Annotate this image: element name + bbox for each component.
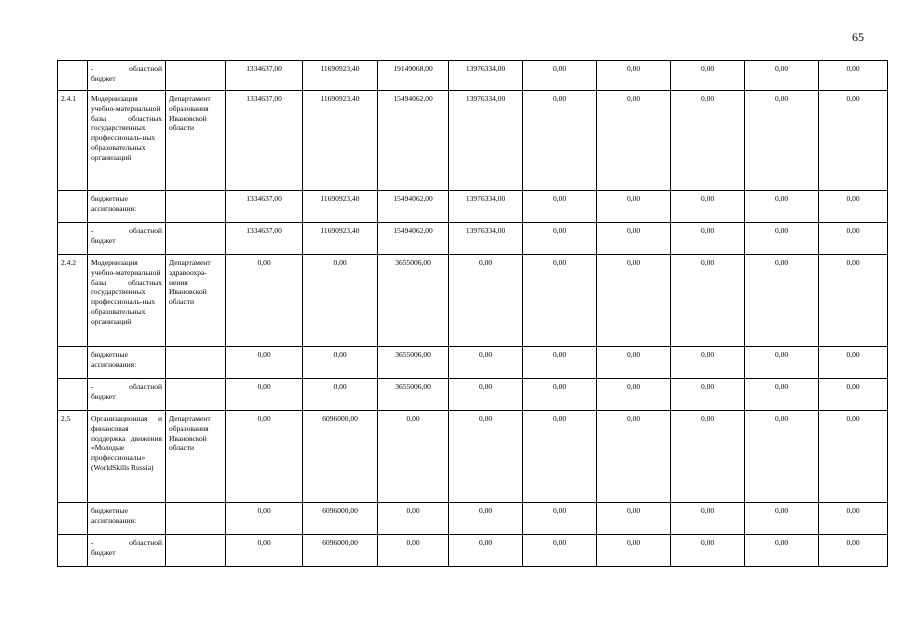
- row-name-cell: Организационная и финансовая поддержка движения «Молодые профессионалы» (WorldSkills Russia): [88, 411, 166, 503]
- value-cell: 0,00: [745, 191, 819, 223]
- value-cell: 0,00: [671, 535, 745, 567]
- budget-word-label: бюджет: [91, 73, 116, 83]
- value-cell: 0,00: [745, 535, 819, 567]
- value-cell: 13976334,00: [449, 191, 523, 223]
- value-cell: 0,00: [449, 503, 523, 535]
- dash-label: -: [91, 538, 94, 547]
- table-row: [58, 535, 888, 567]
- row-executor-cell: Департамент образования Ивановской области: [166, 411, 226, 503]
- value-cell: 0,00: [523, 91, 597, 191]
- value-cell: 0,00: [819, 61, 888, 91]
- value-cell: 13976334,00: [449, 61, 523, 91]
- value-cell: 0,00: [745, 347, 819, 379]
- value-cell: 0,00: [226, 255, 303, 347]
- value-cell: 0,00: [671, 61, 745, 91]
- value-cell: 0,00: [523, 503, 597, 535]
- value-cell: 15494062,00: [378, 91, 449, 191]
- budget-table: [57, 60, 888, 567]
- value-cell: 3655006,00: [378, 379, 449, 411]
- row-code-cell: 2.4.1: [58, 91, 88, 191]
- value-cell: 6096000,00: [303, 503, 378, 535]
- row-code-cell: [58, 191, 88, 223]
- value-cell: 0,00: [745, 379, 819, 411]
- value-cell: 0,00: [745, 503, 819, 535]
- regional-label: областной: [129, 382, 162, 391]
- dash-label: -: [91, 226, 94, 235]
- value-cell: 0,00: [523, 61, 597, 91]
- row-name-cell: [88, 61, 166, 91]
- value-cell: 0,00: [671, 347, 745, 379]
- value-cell: 0,00: [745, 91, 819, 191]
- table-row: [58, 191, 888, 223]
- row-executor-cell: [166, 535, 226, 567]
- value-cell: 0,00: [449, 411, 523, 503]
- value-cell: 0,00: [745, 411, 819, 503]
- row-name-cell: бюджетные ассигнования:: [88, 347, 166, 379]
- value-cell: 11690923,40: [303, 223, 378, 255]
- row-code-cell: [58, 379, 88, 411]
- table-row: [58, 91, 888, 191]
- value-cell: 0,00: [597, 91, 671, 191]
- value-cell: 0,00: [597, 223, 671, 255]
- value-cell: 0,00: [671, 379, 745, 411]
- value-cell: 0,00: [819, 191, 888, 223]
- value-cell: 0,00: [449, 379, 523, 411]
- value-cell: 0,00: [597, 61, 671, 91]
- row-executor-cell: [166, 61, 226, 91]
- budget-word-label: бюджет: [91, 547, 116, 557]
- table-row: [58, 223, 888, 255]
- row-code-cell: [58, 223, 88, 255]
- value-cell: 0,00: [819, 223, 888, 255]
- value-cell: 0,00: [745, 255, 819, 347]
- value-cell: 0,00: [819, 255, 888, 347]
- value-cell: 0,00: [449, 535, 523, 567]
- page-number: 65: [852, 30, 864, 44]
- value-cell: 0,00: [226, 379, 303, 411]
- value-cell: 0,00: [745, 61, 819, 91]
- budget-word-label: бюджет: [91, 235, 116, 245]
- table-row: [58, 503, 888, 535]
- value-cell: 0,00: [523, 223, 597, 255]
- value-cell: 0,00: [226, 503, 303, 535]
- value-cell: 0,00: [449, 255, 523, 347]
- table-row: [58, 61, 888, 91]
- value-cell: 0,00: [671, 411, 745, 503]
- row-name-cell: Модернизация учебно-материальной базы областных государственных профессиональ-ных образовательных организаций: [88, 255, 166, 347]
- table-row: [58, 411, 888, 503]
- value-cell: 0,00: [819, 91, 888, 191]
- row-name-cell: бюджетные ассигнования:: [88, 503, 166, 535]
- value-cell: 0,00: [745, 223, 819, 255]
- value-cell: 0,00: [226, 535, 303, 567]
- table-body: [58, 61, 888, 567]
- value-cell: 0,00: [671, 91, 745, 191]
- value-cell: 0,00: [819, 379, 888, 411]
- regional-label: областной: [129, 538, 162, 547]
- value-cell: 11690923,40: [303, 61, 378, 91]
- row-code-cell: 2.5: [58, 411, 88, 503]
- value-cell: 11690923,40: [303, 91, 378, 191]
- value-cell: 0,00: [523, 255, 597, 347]
- value-cell: 0,00: [819, 503, 888, 535]
- value-cell: 3655006,00: [378, 347, 449, 379]
- value-cell: 0,00: [303, 255, 378, 347]
- value-cell: 13976334,00: [449, 91, 523, 191]
- value-cell: 0,00: [523, 347, 597, 379]
- row-executor-cell: [166, 503, 226, 535]
- value-cell: 0,00: [597, 535, 671, 567]
- value-cell: 1334637,00: [226, 191, 303, 223]
- value-cell: 0,00: [378, 535, 449, 567]
- row-code-cell: [58, 61, 88, 91]
- row-code-cell: [58, 535, 88, 567]
- value-cell: 0,00: [449, 347, 523, 379]
- value-cell: 15494062,00: [378, 191, 449, 223]
- value-cell: 0,00: [226, 347, 303, 379]
- value-cell: 11690923,40: [303, 191, 378, 223]
- row-executor-cell: [166, 191, 226, 223]
- row-code-cell: [58, 347, 88, 379]
- table-row: [58, 255, 888, 347]
- row-executor-cell: Департамент образования Ивановской области: [166, 91, 226, 191]
- value-cell: 1334637,00: [226, 223, 303, 255]
- value-cell: 0,00: [597, 191, 671, 223]
- value-cell: 1334637,00: [226, 91, 303, 191]
- value-cell: 15494062,00: [378, 223, 449, 255]
- row-name-cell: Модернизация учебно-материальной базы областных государственных профессиональ-ных образовательных организаций: [88, 91, 166, 191]
- row-executor-cell: [166, 347, 226, 379]
- value-cell: 0,00: [597, 255, 671, 347]
- row-name-cell: [88, 379, 166, 411]
- value-cell: 19149068,00: [378, 61, 449, 91]
- regional-label: областной: [129, 64, 162, 73]
- value-cell: 6096000,00: [303, 411, 378, 503]
- row-code-cell: 2.4.2: [58, 255, 88, 347]
- row-name-cell: [88, 535, 166, 567]
- value-cell: 0,00: [523, 379, 597, 411]
- value-cell: 0,00: [819, 411, 888, 503]
- value-cell: 0,00: [597, 503, 671, 535]
- value-cell: 0,00: [671, 255, 745, 347]
- value-cell: 0,00: [303, 347, 378, 379]
- value-cell: 1334637,00: [226, 61, 303, 91]
- value-cell: 0,00: [819, 347, 888, 379]
- row-name-cell: бюджетные ассигнования:: [88, 191, 166, 223]
- value-cell: 0,00: [671, 223, 745, 255]
- table-row: [58, 379, 888, 411]
- value-cell: 0,00: [819, 535, 888, 567]
- value-cell: 0,00: [226, 411, 303, 503]
- dash-label: -: [91, 64, 94, 73]
- row-executor-cell: [166, 223, 226, 255]
- value-cell: 0,00: [378, 411, 449, 503]
- dash-label: -: [91, 382, 94, 391]
- row-executor-cell: [166, 379, 226, 411]
- value-cell: 0,00: [671, 191, 745, 223]
- value-cell: 0,00: [303, 379, 378, 411]
- value-cell: 0,00: [523, 191, 597, 223]
- budget-word-label: бюджет: [91, 391, 116, 401]
- value-cell: 0,00: [378, 503, 449, 535]
- regional-label: областной: [129, 226, 162, 235]
- row-code-cell: [58, 503, 88, 535]
- value-cell: 13976334,00: [449, 223, 523, 255]
- table-row: [58, 347, 888, 379]
- value-cell: 6096000,00: [303, 535, 378, 567]
- value-cell: 0,00: [523, 411, 597, 503]
- row-executor-cell: Департамент здравоохра-нения Ивановской области: [166, 255, 226, 347]
- value-cell: 0,00: [597, 379, 671, 411]
- value-cell: 0,00: [597, 347, 671, 379]
- value-cell: 0,00: [597, 411, 671, 503]
- value-cell: 0,00: [671, 503, 745, 535]
- row-name-cell: [88, 223, 166, 255]
- value-cell: 3655006,00: [378, 255, 449, 347]
- value-cell: 0,00: [523, 535, 597, 567]
